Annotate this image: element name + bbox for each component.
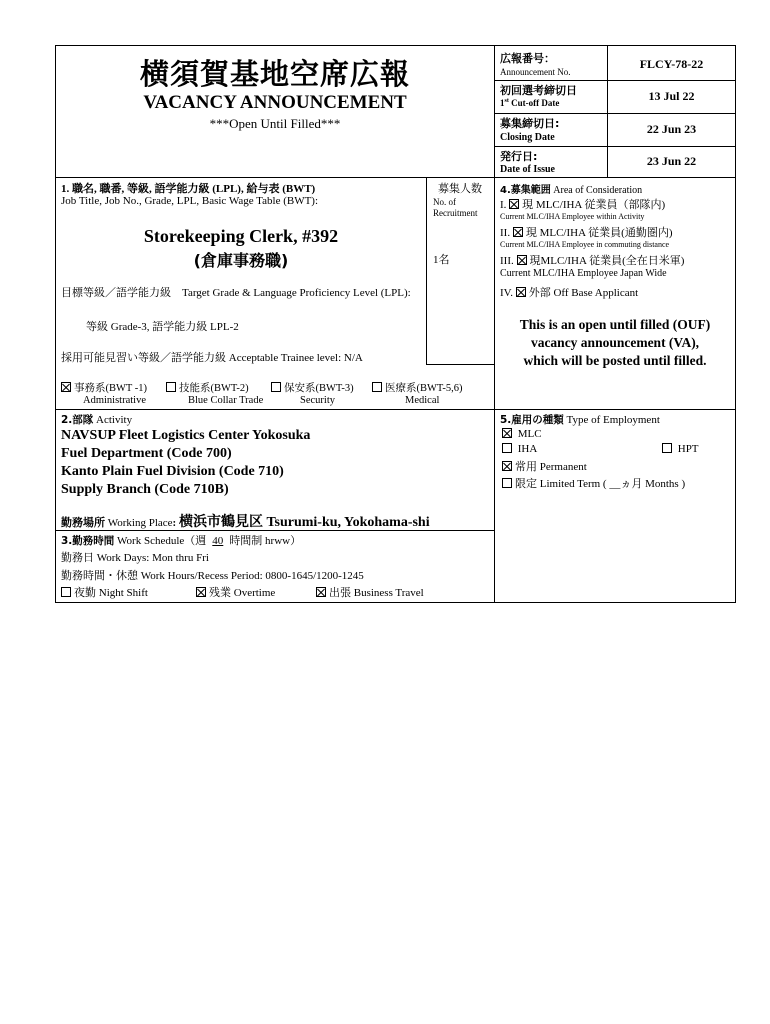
target-grade-value: 等級 Grade-3, 語学能力級 LPL-2 [86,321,239,333]
info-row1-line [494,80,736,81]
section2-top-line [56,409,736,410]
bwt-medical-checkbox[interactable] [372,382,382,392]
job-title-en: Storekeeping Clerk, #392 [143,226,339,246]
consideration-note-1: Current MLC/IHA Employee within Activity [500,212,645,221]
bwt-security[interactable]: 保安系(BWT-3) [271,380,354,395]
cutoff-label-jp: 初回選考締切日 [500,84,577,97]
night-shift-option[interactable]: 夜勤 Night Shift [61,584,148,600]
announcement-no-value: FLCY-78-22 [639,57,704,71]
bwt-administrative-en: Administrative [83,395,146,406]
job-heading-en: Job Title, Job No., Grade, LPL, Basic Wage Table (BWT): [61,195,319,207]
limited-term-checkbox[interactable] [502,478,512,488]
bwt-medical-en: Medical [405,395,440,406]
bwt-security-en: Security [300,395,335,406]
closing-date-value: 22 Jun 23 [646,122,697,136]
bwt-medical[interactable]: 医療系(BWT-5,6) [372,380,462,395]
consideration-4-checkbox[interactable] [516,287,526,297]
cutoff-date-value: 13 Jul 22 [648,89,695,103]
activity-line-1: NAVSUP Fleet Logistics Center Yokosuka [61,428,311,443]
mlc-checkbox[interactable] [502,428,512,438]
vacancy-form [55,45,736,603]
overtime-option[interactable]: 残業 Overtime [196,584,275,600]
bwt-blue-collar[interactable]: 技能系(BWT-2) [166,380,249,395]
closing-label-en: Closing Date [500,132,555,143]
cutoff-label-en: 1st Cut-off Date [500,98,560,108]
consideration-note-3: Current MLC/IHA Employee Japan Wide [500,268,667,279]
business-travel-option[interactable]: 出張 Business Travel [316,584,424,600]
hpt-checkbox[interactable] [662,443,672,453]
title-jp: 横須賀基地空席広報 [139,57,410,91]
title-en: VACANCY ANNOUNCEMENT [143,92,407,113]
consideration-note-2: Current MLC/IHA Employee in commuting distance [500,240,670,249]
consideration-heading: 4.募集範囲 Area of Consideration [500,185,643,196]
consideration-item-1[interactable]: I. 現 MLC/IHA 従業員（部隊内) [500,199,666,211]
consideration-1-checkbox[interactable] [509,199,519,209]
business-travel-checkbox[interactable] [316,587,326,597]
bwt-blue-collar-checkbox[interactable] [166,382,176,392]
job-heading: 1. 職名, 職番, 等級, 語学能力級 (LPL), 給与表 (BWT) [61,183,316,195]
permanent-option[interactable]: 常用 Permanent [502,458,587,474]
subtitle: ***Open Until Filled*** [209,116,341,131]
mlc-option[interactable]: MLC [502,428,542,440]
trainee-level: 採用可能見習い等級／語学能力級 Acceptable Trainee level: N/A [61,352,363,364]
recruit-count: 1名 [433,254,450,266]
closing-label-jp: 募集締切日: [500,117,560,130]
bwt-administrative[interactable]: 事務系(BWT -1) [61,380,147,395]
bwt-administrative-checkbox[interactable] [61,382,71,392]
recruit-label-jp: 募集人数 [438,183,482,195]
limited-term-option[interactable]: 限定 Limited Term ( __ヵ月 Months ) [502,475,685,491]
announcement-no-label-jp: 広報番号： [500,52,555,65]
announcement-no-label-en: Announcement No. [500,67,571,77]
target-grade-label: 目標等級／語学能力級 Target Grade & Language Proficiency Level (LPL): [61,287,411,299]
iha-checkbox[interactable] [502,443,512,453]
consideration-3-checkbox[interactable] [517,255,527,265]
permanent-checkbox[interactable] [502,461,512,471]
recruit-label-en: No. of Recruitment [433,197,478,218]
recruit-divider [426,177,427,365]
consideration-item-2[interactable]: II. 現 MLC/IHA 従業員(通勤圏内) [500,227,673,239]
employment-heading: 5.雇用の種類 Type of Employment [500,414,660,426]
night-shift-checkbox[interactable] [61,587,71,597]
issue-date-value: 23 Jun 22 [646,154,697,168]
work-days: 勤務日 Work Days: Mon thru Fri [61,552,209,564]
activity-line-2: Fuel Department (Code 700) [61,446,232,461]
info-row3-line [494,146,736,147]
overtime-checkbox[interactable] [196,587,206,597]
issue-label-en: Date of Issue [500,164,555,175]
recruit-bottom-line [426,364,494,365]
info-bottom-line [494,177,736,178]
issue-label-jp: 発行日: [500,150,538,163]
bwt-blue-collar-en: Blue Collar Trade [188,395,264,406]
work-hours: 勤務時間・休憩 Work Hours/Recess Period: 0800-1645/1200-1245 [61,570,364,582]
job-title-jp: (倉庫事務職) [193,251,289,270]
ouf-notice: This is an open until filled (OUF) vacancy announcement (VA), which will be posted until filled. [519,317,711,368]
consideration-item-3[interactable]: III. 現MLC/IHA 従業員(全在日米軍) [500,255,685,267]
activity-heading: 2.部隊 Activity [61,414,133,426]
header-bottom-line [56,177,494,178]
consideration-item-4[interactable]: IV. 外部 Off Base Applicant [500,287,639,299]
activity-line-4: Supply Branch (Code 710B) [61,482,229,497]
bwt-security-checkbox[interactable] [271,382,281,392]
info-row2-line [494,113,736,114]
schedule-heading: 3.勤務時間 Work Schedule（週 40 時間制 hrww） [61,535,302,547]
iha-option[interactable]: IHA [502,443,537,455]
activity-line-3: Kanto Plain Fuel Division (Code 710) [61,464,284,479]
consideration-2-checkbox[interactable] [513,227,523,237]
working-place: 勤務場所 Working Place: 横浜市鶴見区 Tsurumi-ku, Yokohama-shi [61,515,430,530]
hpt-option[interactable]: HPT [662,443,699,455]
